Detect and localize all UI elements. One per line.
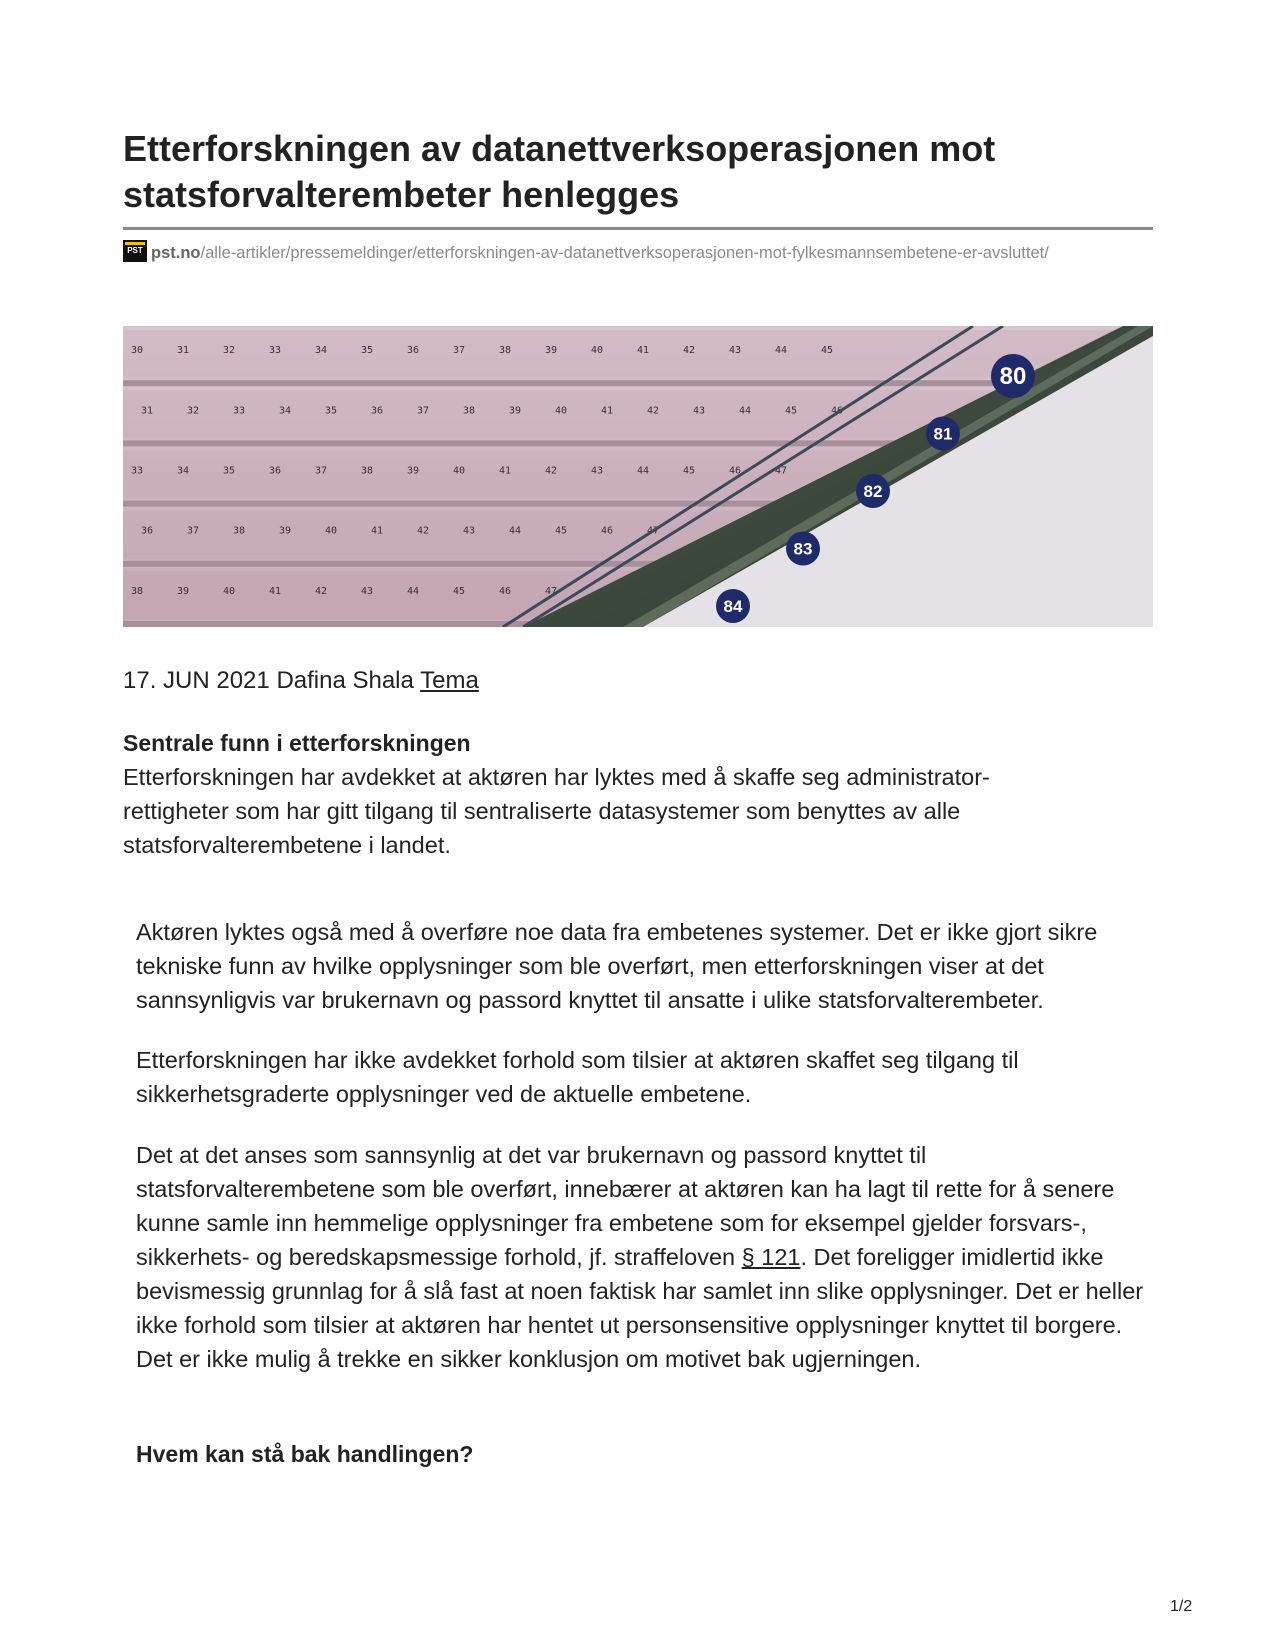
seat-number: 39 bbox=[407, 465, 420, 477]
seat-number: 47 bbox=[545, 585, 558, 597]
seat-number: 40 bbox=[591, 345, 604, 357]
seat-number: 44 bbox=[509, 525, 522, 537]
seat-number: 35 bbox=[223, 465, 236, 477]
seat-number: 40 bbox=[223, 585, 236, 597]
seat-number: 41 bbox=[601, 405, 614, 417]
paragraph-data-transfer: Aktøren lyktes også med å overføre noe data fra embetenes systemer. Det er ikke gjort sikre tekniske funn av hvilke opplysninger som ble overført, men etterforskningen viser at det sannsynligvis var brukernavn og passord knyttet til ansatte i ulike statsforvalterembeter. bbox=[136, 919, 1098, 1013]
seat-number: 39 bbox=[279, 525, 292, 537]
seat-number: 44 bbox=[775, 345, 788, 357]
law-reference-link[interactable]: § 121 bbox=[741, 1244, 801, 1270]
source-path[interactable]: /alle-artikler/pressemeldinger/etterforskningen-av-datanettverksoperasjonen-mot-fylkesmannsembetene-er-avsluttet/ bbox=[200, 244, 1049, 262]
seat-number: 47 bbox=[647, 525, 660, 537]
stair-number-label: 83 bbox=[793, 539, 813, 559]
seat-number: 45 bbox=[785, 405, 798, 417]
seat-number: 46 bbox=[601, 525, 614, 537]
seat-number: 40 bbox=[325, 525, 338, 537]
seat-number: 45 bbox=[453, 585, 466, 597]
seat-number: 35 bbox=[325, 405, 338, 417]
seat-number: 43 bbox=[729, 345, 742, 357]
seat-number: 34 bbox=[177, 465, 190, 477]
section-heading-perpetrator: Hvem kan stå bak handlingen? bbox=[136, 1441, 474, 1467]
seat-number: 45 bbox=[555, 525, 568, 537]
seat-number: 43 bbox=[361, 585, 374, 597]
seat-number: 42 bbox=[683, 345, 696, 357]
seat-number: 46 bbox=[729, 465, 742, 477]
seat-number: 39 bbox=[545, 345, 558, 357]
paragraph-findings: Etterforskningen har avdekket at aktøren har lyktes med å skaffe seg administrator-rettigheter som har gitt tilgang til sentraliserte datasystemer som benyttes av alle statsforvalterembetene i landet. bbox=[123, 764, 990, 858]
stadium-stairs-image bbox=[123, 326, 1153, 627]
seat-number: 34 bbox=[279, 405, 292, 417]
stair-number-label: 82 bbox=[863, 482, 883, 501]
seat-number: 37 bbox=[315, 465, 328, 477]
seat-number: 33 bbox=[131, 465, 144, 477]
section-heading-findings: Sentrale funn i etterforskningen bbox=[123, 730, 471, 756]
source-domain[interactable]: pst.no bbox=[151, 244, 201, 262]
seat-number: 46 bbox=[499, 585, 512, 597]
seat-number: 38 bbox=[131, 585, 144, 597]
paragraph-assessment: Det at det anses som sannsynlig at det var brukernavn og passord knyttet til statsforvalterembetene som ble overført, innebærer at aktøren kan ha lagt til rette for å senere kunne samle inn hemmelige opplysninger fra embetene som for eksempel gjelder forsvars-, sikkerhets- og beredskapsmessige forhold, jf. straffeloven § 121. Det foreligger imidlertid ikke bevismessig grunnlag for å slå fast at noen faktisk har samlet inn slike opplysninger. Det er heller ikke forhold som tilsier at aktøren har hentet ut personsensitive opplysninger knyttet til borgere. Det er ikke mulig å trekke en sikker konklusjon om motivet bak ugjerningen. bbox=[136, 1142, 1144, 1372]
seat-number: 41 bbox=[499, 465, 512, 477]
seat-number: 33 bbox=[233, 405, 246, 417]
source-line bbox=[123, 240, 1123, 265]
seat-number: 39 bbox=[177, 585, 190, 597]
seat-number: 41 bbox=[371, 525, 384, 537]
seat-number: 37 bbox=[417, 405, 430, 417]
title-divider bbox=[123, 227, 1153, 230]
seat-number: 37 bbox=[453, 345, 466, 357]
seat-number: 47 bbox=[775, 465, 788, 477]
hero-image bbox=[123, 326, 1153, 627]
page-number: 1/2 bbox=[1170, 1598, 1193, 1615]
seat-number: 36 bbox=[141, 525, 154, 537]
seat-number: 37 bbox=[187, 525, 200, 537]
seat-number: 45 bbox=[821, 345, 834, 357]
pst-logo-icon: PST bbox=[123, 240, 147, 262]
seat-number: 38 bbox=[499, 345, 512, 357]
seat-number: 35 bbox=[361, 345, 374, 357]
stair-number-label: 81 bbox=[933, 424, 953, 444]
seat-number: 38 bbox=[233, 525, 246, 537]
seat-number: 41 bbox=[637, 345, 650, 357]
seat-number: 42 bbox=[417, 525, 430, 537]
seat-number: 44 bbox=[739, 405, 752, 417]
seat-number: 44 bbox=[407, 585, 420, 597]
seat-number: 39 bbox=[509, 405, 522, 417]
seat-number: 43 bbox=[591, 465, 604, 477]
tag-link[interactable]: Tema bbox=[420, 667, 479, 694]
seat-number: 32 bbox=[187, 405, 200, 417]
article-date: 17. JUN 2021 bbox=[123, 667, 270, 694]
paragraph-classified-info: Etterforskningen har ikke avdekket forhold som tilsier at aktøren skaffet seg tilgang til sikkerhetsgraderte opplysninger ved de aktuelle embetene. bbox=[136, 1047, 1019, 1107]
seat-number: 33 bbox=[269, 345, 282, 357]
seat-number: 36 bbox=[407, 345, 420, 357]
seat-number: 42 bbox=[545, 465, 558, 477]
seat-number: 31 bbox=[177, 345, 190, 357]
seat-number: 45 bbox=[683, 465, 696, 477]
article-title: Etterforskningen av datanettverksoperasjonen mot statsforvalterembeter henlegges bbox=[123, 128, 996, 215]
seat-number: 32 bbox=[223, 345, 236, 357]
seat-number: 46 bbox=[831, 405, 844, 417]
seat-number: 38 bbox=[463, 405, 476, 417]
seat-number: 43 bbox=[693, 405, 706, 417]
stair-number-label: 80 bbox=[999, 363, 1027, 390]
seat-number: 36 bbox=[269, 465, 282, 477]
seat-number: 36 bbox=[371, 405, 384, 417]
article-meta bbox=[123, 665, 479, 697]
seat-number: 42 bbox=[647, 405, 660, 417]
seat-number: 40 bbox=[453, 465, 466, 477]
seat-number: 41 bbox=[269, 585, 282, 597]
seat-number: 43 bbox=[463, 525, 476, 537]
seat-number: 38 bbox=[361, 465, 374, 477]
seat-number: 40 bbox=[555, 405, 568, 417]
seat-number: 44 bbox=[637, 465, 650, 477]
seat-number: 34 bbox=[315, 345, 328, 357]
seat-number: 31 bbox=[141, 405, 154, 417]
article-author: Dafina Shala bbox=[276, 667, 414, 694]
seat-number: 42 bbox=[315, 585, 328, 597]
stair-number-label: 84 bbox=[723, 597, 743, 616]
seat-number: 30 bbox=[131, 345, 144, 357]
